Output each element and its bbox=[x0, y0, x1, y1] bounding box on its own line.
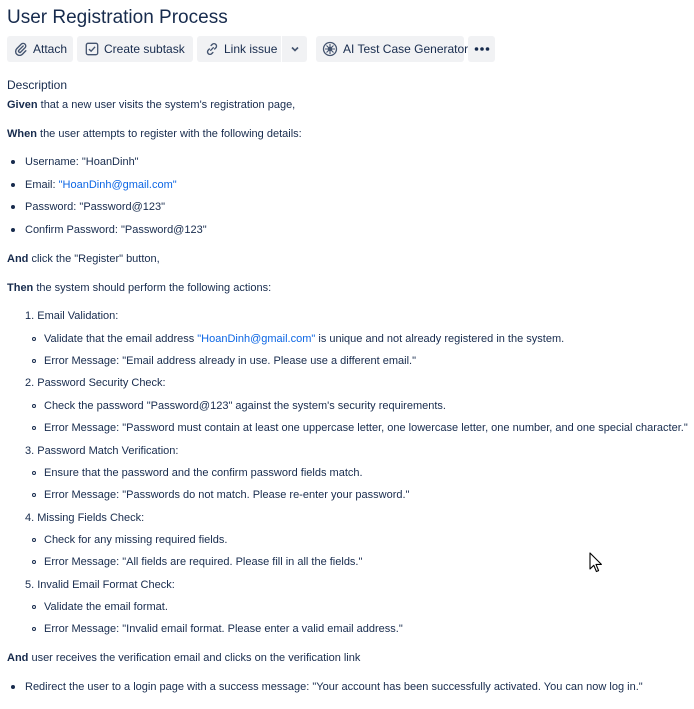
more-icon bbox=[474, 46, 490, 52]
circle-bullet-icon bbox=[32, 560, 36, 564]
ai-generator-label: AI Test Case Generator bbox=[343, 42, 469, 56]
link-issue-button[interactable] bbox=[197, 36, 281, 62]
circle-bullet-icon bbox=[32, 359, 36, 363]
detail-value: "Password@123" bbox=[79, 201, 166, 213]
action-item: Error Message: "Password must contain at least one uppercase letter, one lowercase letter, one number, and one special character." bbox=[44, 422, 688, 434]
circle-bullet-icon bbox=[32, 337, 36, 341]
circle-bullet-icon bbox=[32, 493, 36, 497]
detail-value: "HoanDinh" bbox=[81, 156, 139, 168]
bullet-icon bbox=[11, 685, 15, 689]
then-text: the system should perform the following actions: bbox=[33, 282, 272, 294]
paperclip-icon bbox=[14, 42, 28, 56]
and-statement bbox=[7, 252, 160, 266]
action-title: 4. Missing Fields Check: bbox=[25, 512, 145, 524]
given-statement bbox=[7, 98, 295, 112]
and-statement-final bbox=[7, 651, 360, 665]
link-issue-label: Link issue bbox=[224, 42, 278, 56]
action-item: Error Message: "All fields are required. Please fill in all the fields." bbox=[44, 556, 363, 568]
and-text: user receives the verification email and clicks on the verification link bbox=[28, 652, 361, 664]
circle-bullet-icon bbox=[32, 404, 36, 408]
list-item bbox=[25, 200, 165, 214]
circle-bullet-icon bbox=[32, 426, 36, 430]
email-link[interactable]: "HoanDinh@gmail.com" bbox=[197, 333, 316, 345]
email-link[interactable]: "HoanDinh@gmail.com" bbox=[58, 179, 177, 191]
action-item: Check the password "Password@123" against the system's security requirements. bbox=[44, 400, 446, 412]
action-item: Error Message: "Email address already in use. Please use a different email." bbox=[44, 355, 417, 367]
and-keyword: And bbox=[7, 253, 29, 265]
circle-bullet-icon bbox=[32, 471, 36, 475]
action-item-text: Validate that the email address bbox=[44, 333, 198, 345]
bullet-icon bbox=[11, 228, 15, 232]
link-icon bbox=[205, 42, 219, 56]
action-title: 3. Password Match Verification: bbox=[25, 445, 179, 457]
list-item bbox=[25, 223, 207, 237]
description-heading: Description bbox=[7, 78, 68, 92]
mouse-cursor-icon bbox=[589, 552, 603, 578]
create-subtask-label: Create subtask bbox=[104, 42, 185, 56]
given-keyword: Given bbox=[7, 99, 38, 111]
then-keyword: Then bbox=[7, 282, 34, 294]
detail-label: Confirm Password: bbox=[25, 224, 121, 236]
when-statement bbox=[7, 127, 302, 141]
detail-label: Email: bbox=[25, 179, 59, 191]
create-subtask-button[interactable] bbox=[77, 36, 193, 62]
action-item: Check for any missing required fields. bbox=[44, 534, 228, 546]
bullet-icon bbox=[11, 160, 15, 164]
action-item: Ensure that the password and the confirm password fields match. bbox=[44, 467, 363, 479]
subtask-icon bbox=[85, 42, 99, 56]
more-actions-button[interactable] bbox=[468, 36, 495, 62]
action-item: Validate the email format. bbox=[44, 601, 168, 613]
action-item-text: is unique and not already registered in the system. bbox=[315, 333, 565, 345]
chevron-down-icon bbox=[290, 44, 300, 54]
given-text: that a new user visits the system's registration page, bbox=[37, 99, 296, 111]
action-title: 1. Email Validation: bbox=[25, 310, 119, 322]
list-item: Redirect the user to a login page with a success message: "Your account has been successfully activated. You can now log in." bbox=[25, 681, 643, 693]
ai-test-case-generator-button[interactable] bbox=[316, 36, 469, 62]
action-title: 2. Password Security Check: bbox=[25, 377, 166, 389]
issue-title: User Registration Process bbox=[7, 7, 228, 28]
action-item: Error Message: "Invalid email format. Please enter a valid email address." bbox=[44, 623, 403, 635]
ai-generator-icon bbox=[322, 41, 338, 57]
bullet-icon bbox=[11, 205, 15, 209]
list-item bbox=[25, 155, 139, 169]
detail-value: "Password@123" bbox=[120, 224, 207, 236]
attach-label: Attach bbox=[33, 42, 68, 56]
list-item bbox=[25, 178, 177, 192]
bullet-icon bbox=[11, 183, 15, 187]
circle-bullet-icon bbox=[32, 627, 36, 631]
and-keyword: And bbox=[7, 652, 29, 664]
link-issue-dropdown-button[interactable] bbox=[282, 36, 307, 62]
action-item: Error Message: "Passwords do not match. Please re-enter your password." bbox=[44, 489, 410, 501]
action-item bbox=[44, 332, 564, 346]
then-statement bbox=[7, 281, 271, 295]
detail-label: Password: bbox=[25, 201, 80, 213]
attach-button[interactable] bbox=[7, 36, 73, 62]
action-title: 5. Invalid Email Format Check: bbox=[25, 579, 175, 591]
when-keyword: When bbox=[7, 128, 37, 140]
circle-bullet-icon bbox=[32, 538, 36, 542]
when-text: the user attempts to register with the following details: bbox=[36, 128, 302, 140]
detail-label: Username: bbox=[25, 156, 82, 168]
circle-bullet-icon bbox=[32, 605, 36, 609]
and-text: click the "Register" button, bbox=[28, 253, 160, 265]
